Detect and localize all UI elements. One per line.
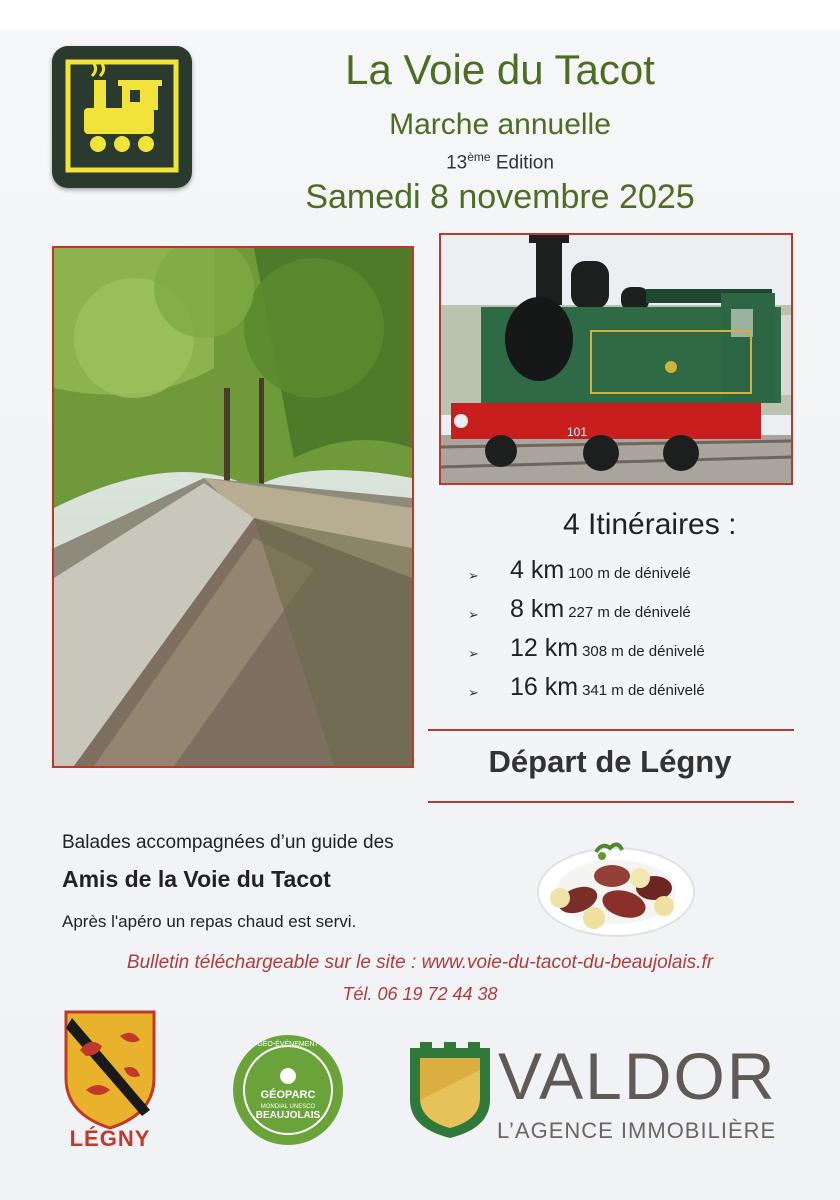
phone-line: Tél. 06 19 72 44 38	[342, 984, 498, 1004]
valdor-name: VALDOR	[498, 1039, 777, 1113]
divider-bottom	[428, 801, 794, 803]
arrow-icon: ➢	[468, 685, 479, 700]
leaf-icon	[280, 1068, 296, 1084]
departure-location: Départ de Légny	[488, 744, 732, 779]
itinerary-distance: 16 km	[510, 673, 579, 701]
itinerary-elevation: 308 m de dénivelé	[582, 643, 705, 660]
event-date: Samedi 8 novembre 2025	[305, 178, 695, 216]
event-title: La Voie du Tacot	[345, 46, 655, 93]
railway-path-photo	[52, 246, 414, 768]
edition-word: Edition	[495, 152, 554, 174]
geoparc-line2: GÉOPARC	[260, 1089, 316, 1101]
itinerary-distance: 8 km	[510, 595, 565, 623]
edition-suffix: ème	[467, 150, 491, 164]
locomotive-number: 101	[567, 425, 588, 439]
tacot-logo	[52, 46, 192, 188]
itinerary-elevation: 341 m de dénivelé	[582, 682, 705, 699]
arrow-icon: ➢	[468, 646, 479, 661]
itinerary-elevation: 100 m de dénivelé	[568, 565, 691, 582]
meal-line: Après l'apéro un repas chaud est servi.	[62, 912, 357, 931]
itinerary-distance: 12 km	[510, 634, 579, 662]
geoparc-line4: BEAUJOLAIS	[255, 1110, 321, 1121]
top-band	[0, 0, 840, 30]
geoparc-line3: MONDIAL UNESCO	[260, 1104, 316, 1110]
shield-icon	[62, 1010, 158, 1130]
geoparc-line1: GÉO-ÉVÉNEMENT	[257, 1041, 319, 1048]
guide-line: Balades accompagnées d’un guide des	[62, 832, 394, 853]
locomotive-photo	[439, 233, 793, 485]
meal-plate-image	[536, 832, 696, 942]
edition	[400, 150, 600, 174]
arrow-icon: ➢	[468, 607, 479, 622]
association-name: Amis de la Voie du Tacot	[62, 866, 331, 892]
bulletin-line: Bulletin téléchargeable sur le site : www.voie-du-tacot-du-beaujolais.fr	[126, 952, 714, 973]
legny-name: LÉGNY	[69, 1126, 151, 1151]
castle-icon	[406, 1040, 494, 1140]
divider-top	[428, 729, 794, 731]
geoparc-logo	[230, 1032, 346, 1148]
event-subtitle: Marche annuelle	[389, 108, 611, 141]
locomotive-icon	[52, 46, 192, 188]
itineraries-heading: 4 Itinéraires :	[563, 508, 737, 541]
itinerary-distance: 4 km	[510, 556, 565, 584]
arrow-icon: ➢	[468, 568, 479, 583]
valdor-tagline: L’AGENCE IMMOBILIÈRE	[497, 1118, 777, 1143]
valdor-logo-mark	[406, 1040, 494, 1140]
itinerary-elevation: 227 m de dénivelé	[568, 604, 691, 621]
edition-number: 13	[446, 152, 468, 174]
